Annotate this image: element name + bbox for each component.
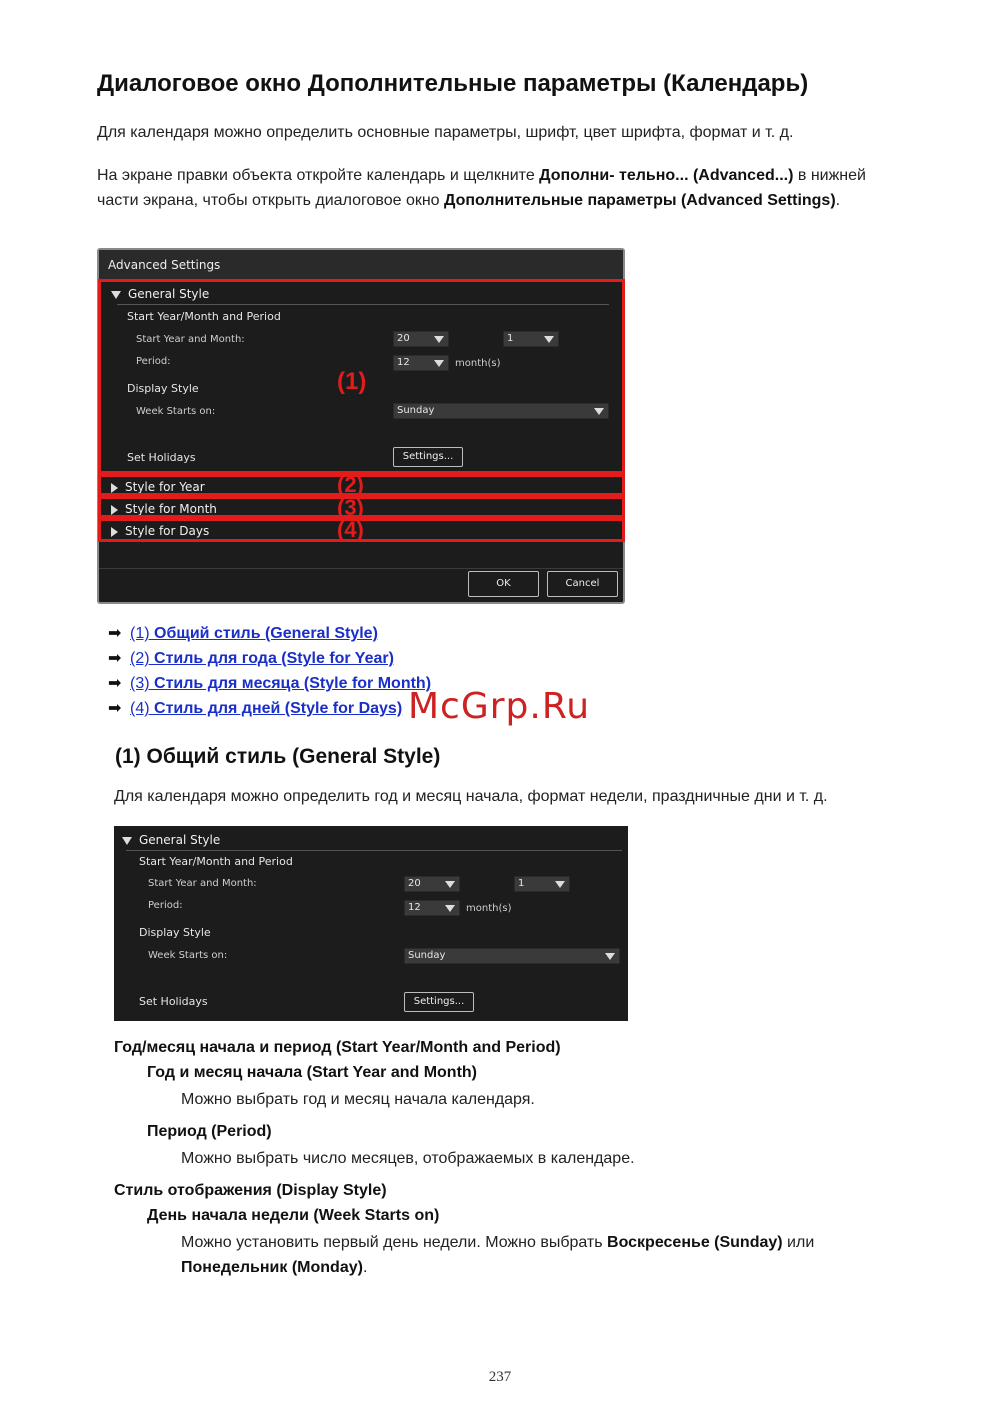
section-intro: Для календаря можно определить год и месяц начала, формат недели, праздничные дни и т. д. bbox=[114, 788, 828, 805]
arrow-right-icon: ➡ bbox=[108, 650, 122, 667]
section-heading-general-style: (1) Общий стиль (General Style) bbox=[115, 745, 441, 768]
watermark: McGrp.Ru bbox=[408, 686, 591, 727]
dropdown-arrow-icon bbox=[605, 953, 615, 960]
start-year-select[interactable]: 20 bbox=[404, 876, 460, 892]
period-select[interactable]: 12 bbox=[404, 900, 460, 916]
term-period: Период (Period) bbox=[147, 1123, 272, 1140]
start-period-heading: Start Year/Month and Period bbox=[127, 310, 281, 323]
arrow-right-icon: ➡ bbox=[108, 700, 122, 717]
period-unit: month(s) bbox=[466, 903, 512, 914]
page-title: Диалоговое окно Дополнительные параметры (Календарь) bbox=[97, 70, 809, 97]
style-for-month-header[interactable]: Style for Month bbox=[111, 502, 217, 516]
period-unit: month(s) bbox=[455, 358, 501, 369]
general-style-header[interactable]: General Style bbox=[111, 287, 209, 301]
desc-start-year-month: Можно выбрать год и месяц начала календаря. bbox=[181, 1091, 535, 1108]
holidays-settings-button[interactable]: Settings... bbox=[393, 447, 463, 467]
period-select[interactable]: 12 bbox=[393, 355, 449, 371]
general-style-header[interactable]: General Style bbox=[122, 833, 220, 847]
list-item bbox=[108, 621, 431, 646]
divider bbox=[126, 850, 622, 851]
display-style-heading: Display Style bbox=[127, 382, 199, 395]
term-display-style: Стиль отображения (Display Style) bbox=[114, 1182, 387, 1199]
section-links bbox=[108, 621, 431, 721]
style-for-year-header[interactable]: Style for Year bbox=[111, 480, 205, 494]
period-label: Period: bbox=[136, 356, 171, 367]
list-item bbox=[108, 671, 431, 696]
cancel-button[interactable]: Cancel bbox=[547, 571, 618, 597]
start-year-month-label: Start Year and Month: bbox=[148, 878, 257, 889]
start-month-select[interactable]: 1 bbox=[503, 331, 559, 347]
week-starts-select[interactable]: Sunday bbox=[393, 403, 609, 419]
start-month-select[interactable]: 1 bbox=[514, 876, 570, 892]
dialog-titlebar bbox=[99, 250, 623, 281]
start-year-month-label: Start Year and Month: bbox=[136, 334, 245, 345]
callout-label-3: (3) bbox=[337, 495, 364, 520]
callout-label-2: (2) bbox=[337, 472, 364, 497]
list-item bbox=[108, 646, 431, 671]
display-style-heading: Display Style bbox=[139, 926, 211, 939]
term-start-year-month: Год и месяц начала (Start Year and Month) bbox=[147, 1064, 478, 1081]
week-starts-label: Week Starts on: bbox=[136, 406, 216, 417]
link-style-days[interactable]: (4) Стиль для дней (Style for Days) bbox=[130, 700, 403, 717]
divider bbox=[99, 568, 623, 569]
period-label: Period: bbox=[148, 900, 183, 911]
link-style-year[interactable]: (2) Стиль для года (Style for Year) bbox=[130, 650, 394, 667]
dropdown-arrow-icon bbox=[445, 905, 455, 912]
week-starts-select[interactable]: Sunday bbox=[404, 948, 620, 964]
ok-button[interactable]: OK bbox=[468, 571, 539, 597]
dropdown-arrow-icon bbox=[555, 881, 565, 888]
link-general-style[interactable]: (1) Общий стиль (General Style) bbox=[130, 625, 378, 642]
week-starts-label: Week Starts on: bbox=[148, 950, 228, 961]
term-start-period: Год/месяц начала и период (Start Year/Month and Period) bbox=[114, 1039, 561, 1056]
collapse-triangle-icon bbox=[122, 837, 132, 845]
general-style-panel-screenshot bbox=[114, 826, 628, 1021]
desc-week-starts: Можно установить первый день недели. Можно выбрать Воскресенье (Sunday) или Понедельник (Monday). bbox=[181, 1234, 815, 1276]
link-style-month[interactable]: (3) Стиль для месяца (Style for Month) bbox=[130, 675, 432, 692]
dropdown-arrow-icon bbox=[445, 881, 455, 888]
set-holidays-label: Set Holidays bbox=[139, 995, 208, 1008]
start-year-select[interactable]: 20 bbox=[393, 331, 449, 347]
start-period-heading: Start Year/Month and Period bbox=[139, 855, 293, 868]
page-number: 237 bbox=[488, 1369, 512, 1385]
callout-label-4: (4) bbox=[337, 517, 364, 542]
style-for-days-header[interactable]: Style for Days bbox=[111, 524, 209, 538]
holidays-settings-button[interactable]: Settings... bbox=[404, 992, 474, 1012]
arrow-right-icon: ➡ bbox=[108, 675, 122, 692]
dialog-title: Advanced Settings bbox=[108, 258, 221, 272]
callout-label-1: (1) bbox=[337, 368, 367, 395]
advanced-settings-dialog-screenshot bbox=[97, 248, 625, 604]
term-week-starts: День начала недели (Week Starts on) bbox=[147, 1207, 440, 1224]
arrow-right-icon: ➡ bbox=[108, 625, 122, 642]
set-holidays-label: Set Holidays bbox=[127, 451, 196, 464]
intro-paragraph: Для календаря можно определить основные параметры, шрифт, цвет шрифта, формат и т. д. bbox=[97, 124, 794, 141]
instructions-paragraph: На экране правки объекта откройте календарь и щелкните Дополни- тельно... (Advanced...) в нижней части экрана, чтобы открыть диалоговое окно Дополнительные параметры (Advanced Settings). bbox=[97, 167, 866, 209]
list-item bbox=[108, 696, 431, 721]
desc-period: Можно выбрать число месяцев, отображаемых в календаре. bbox=[181, 1150, 635, 1167]
